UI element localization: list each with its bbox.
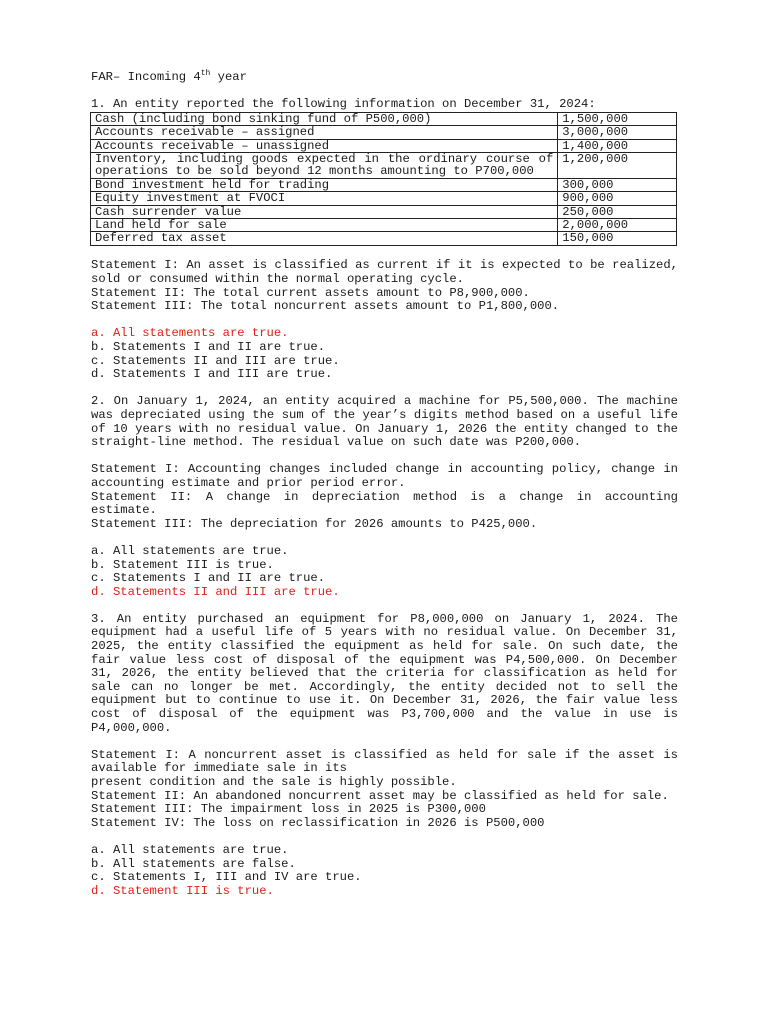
item-label: Land held for sale xyxy=(91,219,558,232)
item-amount: 3,000,000 xyxy=(558,126,677,139)
q2-question: 2. On January 1, 2024, an entity acquired a machine for P5,500,000. The machine was depreciated using the sum of the year’s digits method based on a useful life of 10 years with no residual value. On January 1, 2026 the entity changed to the straight-line method. The residual value on such date was P200,000. xyxy=(91,394,678,450)
q1-statement-1: Statement I: An asset is classified as current if it is expected to be realized, sold or consumed within the normal operating cycle. xyxy=(91,258,678,287)
table-row xyxy=(91,219,677,232)
q2-choice-d-answer: d. Statements II and III are true. xyxy=(91,584,340,599)
item-amount: 300,000 xyxy=(558,178,677,191)
item-label: Accounts receivable – unassigned xyxy=(91,139,558,152)
item-amount: 150,000 xyxy=(558,232,677,245)
q1-choice-c: c. Statements II and III are true. xyxy=(91,353,340,368)
q3-choice-c: c. Statements I, III and IV are true. xyxy=(91,870,362,885)
q3-question: 3. An entity purchased an equipment for P8,000,000 on January 1, 2024. The equipment had a useful life of 5 years with no residual value. On December 31, 2025, the entity classified the equipment as held for sale. On such date, the fair value less cost of disposal of the equipment was P4,500,000. On December 31, 2026, the entity believed that the criteria for classification as held for sale can no longer be met. Accordingly, the entity decided not to sell the equipment but to continue to use it. On December 31, 2026, the fair value less cost of disposal of the equipment was P3,700,000 and the value in use is P4,000,000. xyxy=(91,611,678,735)
item-label: Accounts receivable – assigned xyxy=(91,126,558,139)
q3-statement-1-cont: present condition and the sale is highly possible. xyxy=(91,775,457,789)
item-amount: 1,500,000 xyxy=(558,112,677,125)
item-amount: 250,000 xyxy=(558,205,677,218)
q1-question: 1. An entity reported the following information on December 31, 2024: xyxy=(91,97,596,112)
q1-choice-a-answer: a. All statements are true. xyxy=(91,326,289,341)
q3-statement-2: Statement II: An abandoned noncurrent asset may be classified as held for sale. xyxy=(91,788,669,803)
q1-statement-2: Statement II: The total current assets amount to P8,900,000. xyxy=(91,285,530,300)
q3-choice-a: a. All statements are true. xyxy=(91,842,289,857)
q2-statement-3: Statement III: The depreciation for 2026 amounts to P425,000. xyxy=(91,516,538,531)
document-header xyxy=(91,68,678,85)
table-row xyxy=(91,205,677,218)
table-row xyxy=(91,139,677,152)
table-row xyxy=(91,192,677,205)
header-prefix: FAR– Incoming 4 xyxy=(91,70,201,84)
item-label: Bond investment held for trading xyxy=(91,178,558,191)
q2-choice-c: c. Statements I and II are true. xyxy=(91,571,326,586)
item-amount: 1,200,000 xyxy=(558,153,677,179)
item-label: Cash surrender value xyxy=(91,205,558,218)
q3-statement-1: Statement I: A noncurrent asset is classified as held for sale if the asset is available for immediate sale in its xyxy=(91,747,678,776)
header-superscript: th xyxy=(200,68,211,78)
q2-choice-b: b. Statement III is true. xyxy=(91,557,274,572)
item-amount: 900,000 xyxy=(558,192,677,205)
q2-choice-a: a. All statements are true. xyxy=(91,543,289,558)
q1-choice-d: d. Statements I and III are true. xyxy=(91,367,333,382)
header-suffix: year xyxy=(210,70,247,84)
item-label: Deferred tax asset xyxy=(91,232,558,245)
q3-statement-4: Statement IV: The loss on reclassification in 2026 is P500,000 xyxy=(91,815,545,830)
table-row xyxy=(91,112,677,125)
q1-choice-b: b. Statements I and II are true. xyxy=(91,340,326,354)
table-row xyxy=(91,232,677,245)
document-page xyxy=(91,68,678,898)
table-row xyxy=(91,153,677,179)
item-amount: 2,000,000 xyxy=(558,219,677,232)
table-row xyxy=(91,126,677,139)
q3-choice-d-answer: d. Statement III is true. xyxy=(91,883,274,898)
item-amount: 1,400,000 xyxy=(558,139,677,152)
item-label: Cash (including bond sinking fund of P500,000) xyxy=(91,112,558,125)
q2-statement-2: Statement II: A change in depreciation method is a change in accounting estimate. xyxy=(91,489,678,518)
q3-choice-b: b. All statements are false. xyxy=(91,856,296,871)
q2-statement-1: Statement I: Accounting changes included change in accounting policy, change in accounting estimate and prior period error. xyxy=(91,462,678,490)
q1-items-table xyxy=(90,112,677,246)
table-row xyxy=(91,178,677,191)
q1-statement-3: Statement III: The total noncurrent assets amount to P1,800,000. xyxy=(91,299,560,314)
item-label: Inventory, including goods expected in the ordinary course of operations to be sold beyond 12 months amounting to P700,000 xyxy=(91,153,558,179)
item-label: Equity investment at FVOCI xyxy=(91,192,558,205)
q3-statement-3: Statement III: The impairment loss in 2025 is P300,000 xyxy=(91,802,486,817)
